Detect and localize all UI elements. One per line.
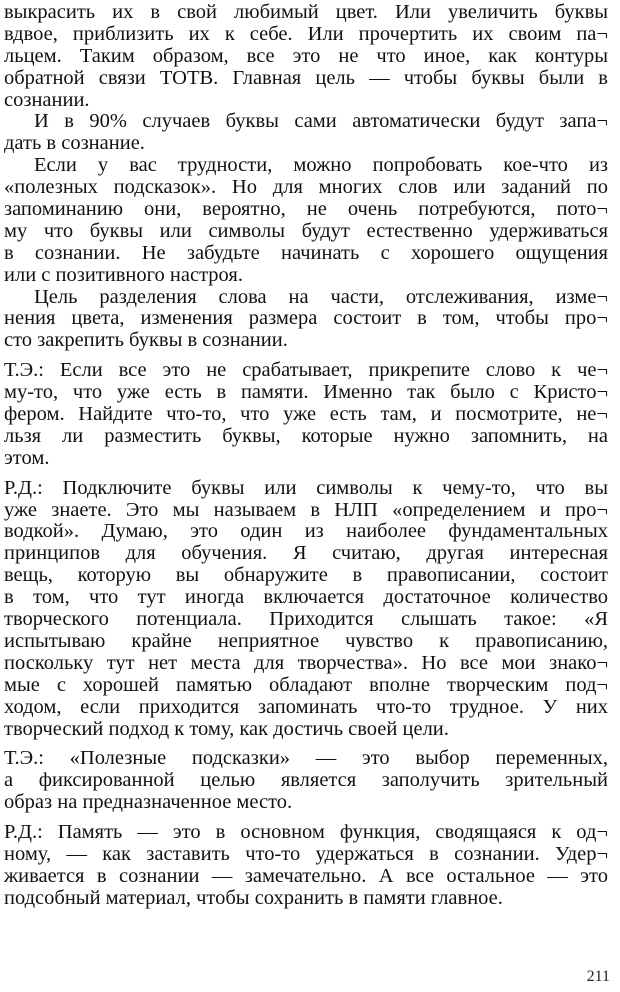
text-line: обратной связи ТОТВ. Главная цель — чтобы буквы были в [4, 67, 608, 89]
text-line: Р.Д.: Подключите буквы или символы к чему-то, что вы [4, 477, 608, 499]
text-line: Р.Д.: Память — это в основном функция, сводящаяся к од¬ [4, 822, 608, 844]
text-line: И в 90% случаев буквы сами автоматически будут запа¬ [34, 111, 608, 133]
text-line: дать в сознание. [4, 133, 145, 155]
text-line: Т.Э.: Если все это не срабатывает, прикрепите слово к че¬ [4, 360, 608, 382]
text-line: му-то, что уже есть в памяти. Именно так было с Кристо¬ [4, 382, 608, 404]
text-line: вдвое, приблизить их к себе. Или прочертить их своим па¬ [4, 23, 608, 45]
text-line: сто закрепить буквы в сознании. [4, 330, 288, 352]
text-line: фером. Найдите что-то, что уже есть там, и посмотрите, не¬ [4, 404, 608, 426]
page-number: 211 [586, 968, 610, 985]
text-line: Если у вас трудности, можно попробовать кое-что из [34, 155, 608, 177]
text-line: творческого потенциала. Приходится слышать такое: «Я [4, 609, 608, 631]
paragraph [4, 822, 608, 910]
text-line: уже знаете. Это мы называем в НЛП «определением и про¬ [4, 499, 608, 521]
paragraph [4, 748, 608, 814]
text-line: «полезных подсказок». Но для многих слов или заданий по [4, 177, 608, 199]
text-line: вещь, которую вы обнаружите в правописании, состоит [4, 565, 608, 587]
text-line: водкой». Думаю, это один из наиболее фундаментальных [4, 521, 608, 543]
text-line: образ на предназначенное место. [4, 792, 293, 814]
text-line: Цель разделения слова на части, отслеживания, изме¬ [34, 286, 608, 308]
paragraph [4, 478, 608, 741]
text-line: поскольку тут нет места для творчества». Но все мои знако¬ [4, 652, 608, 674]
book-page [4, 2, 608, 910]
paragraph [4, 111, 608, 155]
text-line: льзя ли разместить буквы, которые нужно запомнить, на [4, 425, 608, 447]
text-line: живается в сознании — замечательно. А все остальное — это [4, 865, 608, 887]
paragraph [4, 2, 608, 111]
text-line: или с позитивного настроя. [4, 264, 243, 286]
paragraph [4, 360, 608, 469]
text-line: испытываю крайне неприятное чувство к правописанию, [4, 630, 608, 652]
text-line: этом. [4, 447, 50, 469]
text-line: нения цвета, изменения размера состоит в том, чтобы про¬ [4, 308, 608, 330]
text-line: ному, — как заставить что-то удержаться в сознании. Удер¬ [4, 843, 608, 865]
text-line: выкрасить их в свой любимый цвет. Или увеличить буквы [4, 2, 608, 23]
text-line: творческий подход к тому, как достичь своей цели. [4, 718, 449, 740]
text-line: ходом, если приходится запоминать что-то трудное. У них [4, 696, 608, 718]
paragraph [4, 287, 608, 353]
text-line: а фиксированной целью является заполучить зрительный [4, 770, 608, 792]
paragraph [4, 155, 608, 286]
text-line: Т.Э.: «Полезные подсказки» — это выбор переменных, [4, 748, 608, 770]
text-line: в том, что тут иногда включается достаточное количество [4, 587, 608, 609]
text-line: льцем. Таким образом, все это не что иное, как контуры [4, 45, 608, 67]
text-line: подсобный материал, чтобы сохранить в памяти главное. [4, 887, 503, 909]
text-line: сознании. [4, 89, 90, 111]
text-line: в сознании. Не забудьте начинать с хорошего ощущения [4, 242, 608, 264]
text-line: му что буквы или символы будут естественно удерживаться [4, 220, 608, 242]
text-line: запоминанию они, вероятно, не очень потребуются, пото¬ [4, 199, 608, 221]
text-line: принципов для обучения. Я считаю, другая интересная [4, 543, 608, 565]
text-line: мые с хорошей памятью обладают вполне творческим под¬ [4, 674, 608, 696]
